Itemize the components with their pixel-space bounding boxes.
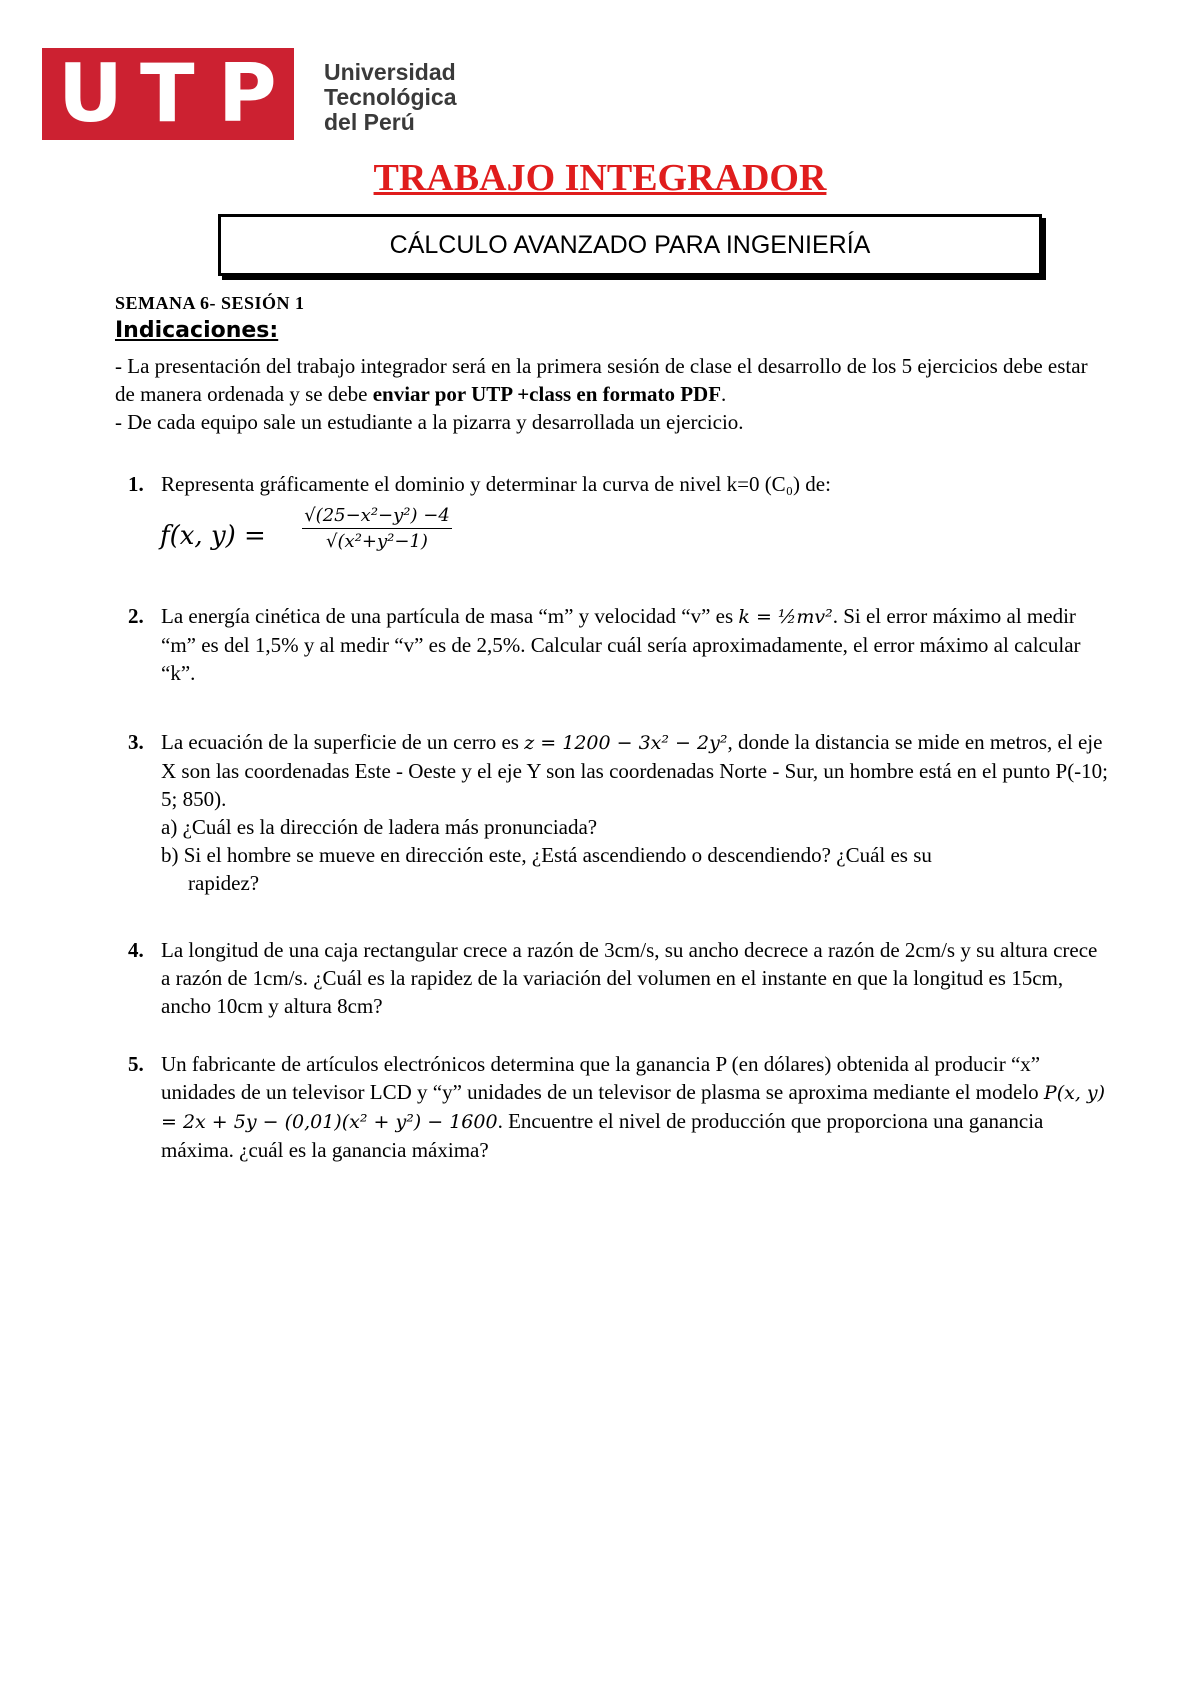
logo-red-block xyxy=(42,48,294,140)
logo-letter-p: P xyxy=(218,47,277,140)
exercise-number: 1. xyxy=(128,472,144,496)
exercise-2: 2. La energía cinética de una partícula de masa “m” y velocidad “v” es k = ½mv². Si el error máximo al medir “m” es del 1,5% y al medir “v” es de 2,5%. Calcular cuál sería aproximadamente, el error máximo al calcular “k”. xyxy=(128,604,1081,685)
exercise-number: 2. xyxy=(128,604,144,628)
exercise-number: 5. xyxy=(128,1052,144,1076)
sub-question-b: b) Si el hombre se mueve en dirección este, ¿Está ascendiendo o descendiendo? ¿Cuál es su xyxy=(161,843,932,867)
week-session-label: SEMANA 6- SESIÓN 1 xyxy=(115,293,305,313)
exercise-1 xyxy=(128,470,1108,498)
exercise-text: Representa gráficamente el dominio y determinar la curva de nivel k=0 (C₀) de: xyxy=(161,472,831,496)
surface-formula: z = 1200 − 3x² − 2y² xyxy=(524,732,728,754)
submission-instruction: enviar por UTP +class en formato PDF xyxy=(372,382,722,406)
indication-item-2: - De cada equipo sale un estudiante a la pizarra y desarrollada un ejercicio. xyxy=(115,410,744,434)
exercise-number: 4. xyxy=(128,938,144,962)
sub-question-b-continuation: rapidez? xyxy=(188,871,260,895)
exercise-4 xyxy=(128,936,1108,1020)
formula-fraction xyxy=(302,505,452,552)
indication-item-1: - La presentación del trabajo integrador será en la primera sesión de clase el desarrollo de los 5 ejercicios debe estar de manera ordenada y se debe enviar por UTP +class en formato PDF. xyxy=(115,354,1088,406)
formula-denominator: √(x²+y²−1) xyxy=(326,531,428,552)
logo-letter-t: T xyxy=(140,47,195,140)
profit-model-formula: P(x, y) = 2x + 5y − (0,01)(x² + y²) − 1600 xyxy=(161,1082,1106,1133)
exercise-text: La longitud de una caja rectangular crece a razón de 3cm/s, su ancho decrece a razón de 2cm/s y su altura crece a razón de 1cm/s. ¿Cuál es la rapidez de la variación del volumen en el instante en que la longitud es 15cm, ancho 10cm y altura 8cm? xyxy=(161,938,1098,1018)
exercise-3: 3. La ecuación de la superficie de un cerro es z = 1200 − 3x² − 2y², donde la distancia se mide en metros, el eje X son las coordenadas Este - Oeste y el eje Y son las coordenadas Norte - Sur, un hombre está en el punto P(-10; 5; 850). a) ¿Cuál es la dirección de ladera más pronunciada? b) Si el hombre se mueve en dirección este, ¿Está ascendiendo o descendiendo? ¿Cuál es su rapidez? xyxy=(128,730,1109,895)
formula-numerator: √(25−x²−y²) −4 xyxy=(304,505,450,526)
course-name-box: CÁLCULO AVANZADO PARA INGENIERÍA xyxy=(218,214,1042,276)
exercise-number: 3. xyxy=(128,730,144,754)
logo-university-name: Universidad Tecnológica del Perú xyxy=(324,59,457,135)
logo-letter-u: U xyxy=(58,47,123,140)
utp-logo xyxy=(42,47,457,140)
fraction-bar xyxy=(302,528,452,529)
exercise-5: 5. Un fabricante de artículos electrónicos determina que la ganancia P (en dólares) obtenida al producir “x” unidades de un televisor LCD y “y” unidades de un televisor de plasma se aproxima mediante el modelo P(x, y) = 2x + 5y − (0,01)(x² + y²) − 1600. Encuentre el nivel de producción que proporciona una ganancia máxima. ¿cuál es la ganancia máxima? xyxy=(128,1052,1106,1162)
document-title: TRABAJO INTEGRADOR xyxy=(373,157,827,199)
kinetic-energy-formula: k = ½mv² xyxy=(738,606,833,628)
sub-question-a: a) ¿Cuál es la dirección de ladera más pronunciada? xyxy=(161,815,598,839)
indications-heading: Indicaciones: xyxy=(115,318,279,343)
formula-lhs: f(x, y) = xyxy=(160,521,266,551)
